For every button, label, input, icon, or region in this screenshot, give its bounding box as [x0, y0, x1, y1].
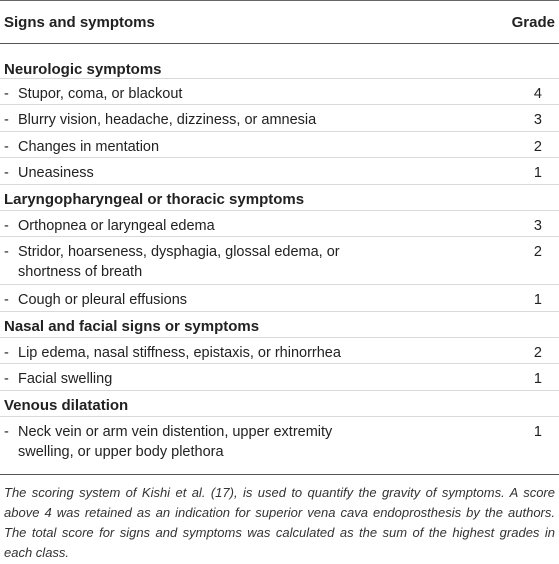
row-separator [0, 363, 559, 364]
symptom-line: Neck vein or arm vein distention, upper extremity [18, 424, 333, 440]
column-header-signs: Signs and symptoms [4, 14, 155, 31]
column-header-grade: Grade [511, 14, 555, 31]
row-separator [0, 184, 559, 185]
row-separator [0, 210, 559, 211]
symptom-line: Stridor, hoarseness, dysphagia, glossal edema, or [18, 244, 340, 260]
symptom-line: Lip edema, nasal stiffness, epistaxis, or rhinorrhea [18, 345, 341, 361]
bullet-dash: - [4, 424, 9, 440]
symptom-text [18, 290, 458, 310]
symptom-text [18, 369, 458, 389]
grade-value: 2 [533, 345, 542, 361]
row-separator [0, 104, 559, 105]
bullet-dash: - [4, 345, 9, 361]
symptom-line: Blurry vision, headache, dizziness, or amnesia [18, 112, 317, 128]
bullet-dash: - [4, 139, 9, 155]
bullet-dash: - [4, 218, 9, 234]
symptom-text [18, 216, 458, 236]
section-title: Laryngopharyngeal or thoracic symptoms [4, 191, 305, 208]
table-footnote: The scoring system of Kishi et al. (17), is used to quantify the gravity of symptoms. A score above 4 was retained as an indication for superior vena cava endoprosthesis by the authors. The total score for signs and symptoms was calculated as the sum of the highest grades in each class. [4, 485, 555, 560]
symptom-line: Uneasiness [18, 165, 94, 181]
grade-value: 3 [533, 218, 542, 234]
grade-value: 1 [533, 424, 542, 440]
row-separator [0, 284, 559, 285]
grade-value: 2 [533, 244, 542, 260]
table-top-rule [0, 0, 559, 1]
symptom-text [18, 163, 458, 183]
grade-value: 1 [533, 371, 542, 387]
symptom-text [18, 242, 458, 282]
symptom-text [18, 84, 458, 104]
symptom-line: Stupor, coma, or blackout [18, 86, 183, 102]
bullet-dash: - [4, 86, 9, 102]
row-separator [0, 390, 559, 391]
row-separator [0, 78, 559, 79]
symptom-line: Changes in mentation [18, 139, 160, 155]
symptom-text [18, 137, 458, 157]
grade-value: 1 [533, 165, 542, 181]
row-separator [0, 337, 559, 338]
grade-value: 4 [533, 86, 542, 102]
grade-value: 2 [533, 139, 542, 155]
grade-value: 1 [533, 292, 542, 308]
table-bottom-rule [0, 474, 559, 475]
symptom-line: Cough or pleural effusions [18, 292, 188, 308]
bullet-dash: - [4, 112, 9, 128]
row-separator [0, 416, 559, 417]
section-title: Neurologic symptoms [4, 61, 162, 78]
symptom-line: shortness of breath [18, 264, 143, 280]
symptom-line: swelling, or upper body plethora [18, 444, 224, 460]
bullet-dash: - [4, 244, 9, 260]
bullet-dash: - [4, 165, 9, 181]
symptom-text [18, 110, 458, 130]
symptom-text [18, 343, 458, 363]
header-rule [0, 43, 559, 44]
symptom-text [18, 422, 458, 462]
row-separator [0, 236, 559, 237]
row-separator [0, 311, 559, 312]
section-title: Nasal and facial signs or symptoms [4, 318, 260, 335]
section-title: Venous dilatation [4, 397, 129, 414]
symptom-line: Orthopnea or laryngeal edema [18, 218, 215, 234]
bullet-dash: - [4, 292, 9, 308]
row-separator [0, 131, 559, 132]
row-separator [0, 157, 559, 158]
bullet-dash: - [4, 371, 9, 387]
symptom-line: Facial swelling [18, 371, 113, 387]
grade-value: 3 [533, 112, 542, 128]
